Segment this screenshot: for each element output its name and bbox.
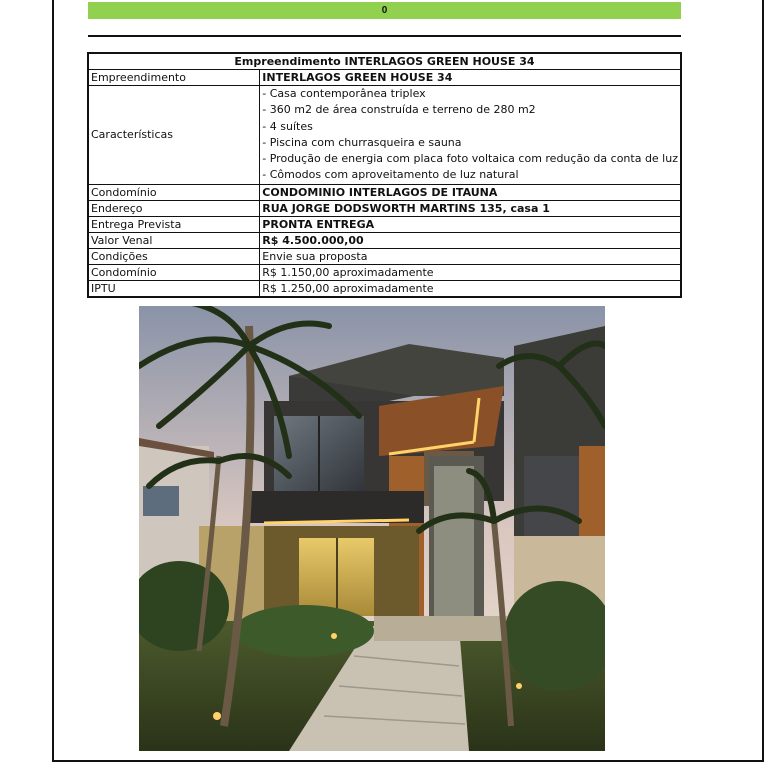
list-item: - 360 m2 de área construída e terreno de 280 m2	[262, 103, 536, 117]
table-row	[88, 264, 681, 280]
row-label: Condomínio	[88, 184, 260, 200]
status-bar-value: 0	[381, 5, 388, 16]
property-table	[87, 52, 682, 298]
table-row	[88, 86, 681, 185]
house-illustration	[139, 306, 605, 751]
row-label: Valor Venal	[88, 232, 260, 248]
row-label: Entrega Prevista	[88, 216, 260, 232]
table-row	[88, 280, 681, 297]
features-cell	[260, 86, 681, 185]
row-label: Empreendimento	[88, 70, 260, 86]
status-bar	[88, 2, 681, 19]
price-value: R$ 4.500.000,00	[260, 232, 681, 248]
table-row	[88, 232, 681, 248]
list-item: - 4 suítes	[262, 119, 313, 133]
table-row	[88, 184, 681, 200]
table-row	[88, 248, 681, 264]
row-label: Endereço	[88, 200, 260, 216]
table-row	[88, 70, 681, 86]
row-value: R$ 1.250,00 aproximadamente	[260, 280, 681, 297]
row-value: CONDOMINIO INTERLAGOS DE ITAUNA	[260, 184, 681, 200]
list-item: - Cômodos com aproveitamento de luz natural	[262, 168, 519, 182]
row-label: Condomínio	[88, 264, 260, 280]
divider	[88, 35, 681, 37]
table-header-row	[88, 53, 681, 70]
house-photo	[139, 306, 605, 751]
list-item: - Casa contemporânea triplex	[262, 87, 426, 100]
table-title: Empreendimento INTERLAGOS GREEN HOUSE 34	[88, 53, 681, 70]
row-label: Condições	[88, 248, 260, 264]
list-item: - Produção de energia com placa foto voltaica com redução da conta de luz	[262, 152, 678, 166]
row-value: INTERLAGOS GREEN HOUSE 34	[260, 70, 681, 86]
row-value: RUA JORGE DODSWORTH MARTINS 135, casa 1	[260, 200, 681, 216]
row-label: Características	[88, 86, 260, 185]
row-value: Envie sua proposta	[260, 248, 681, 264]
row-value: R$ 1.150,00 aproximadamente	[260, 264, 681, 280]
row-label: IPTU	[88, 280, 260, 297]
table-row	[88, 200, 681, 216]
list-item: - Piscina com churrasqueira e sauna	[262, 135, 462, 149]
row-value: PRONTA ENTREGA	[260, 216, 681, 232]
table-row	[88, 216, 681, 232]
features-list	[262, 86, 678, 184]
